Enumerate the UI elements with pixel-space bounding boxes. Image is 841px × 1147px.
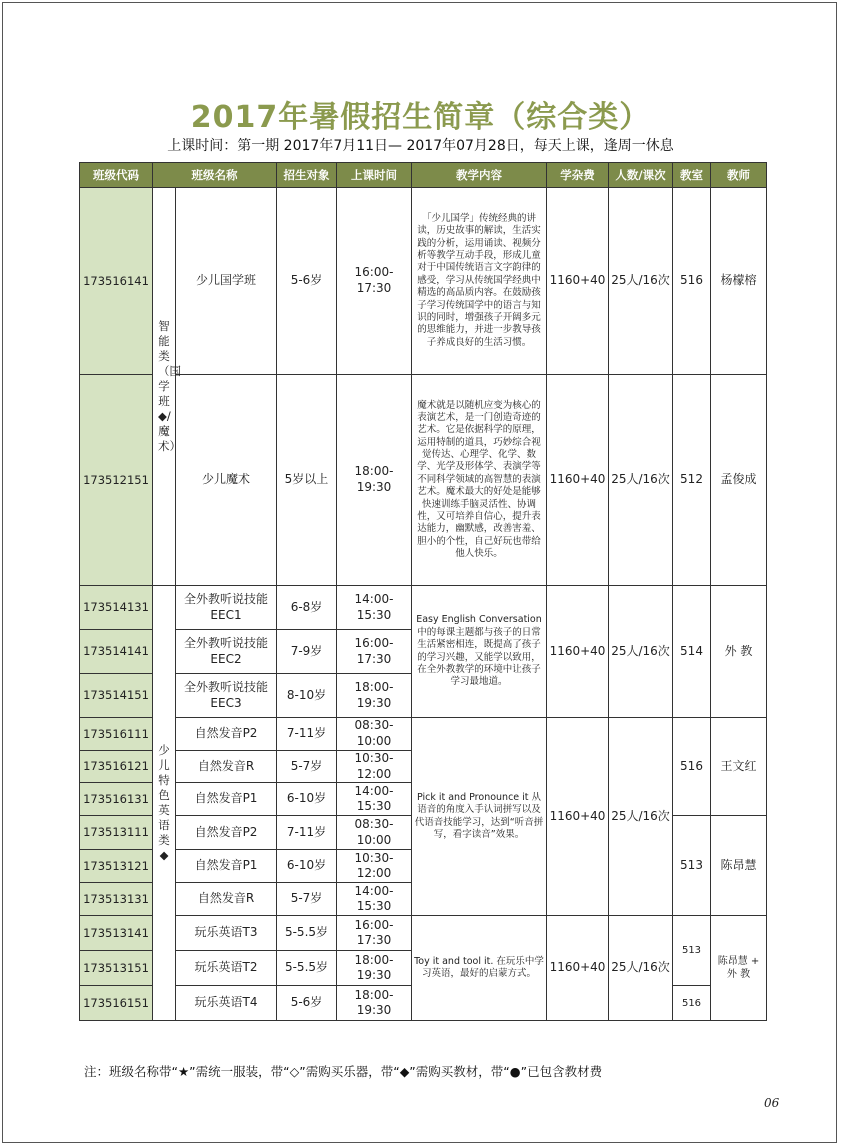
class-age: 6-10岁 [277, 850, 337, 883]
class-code: 173516141 [80, 188, 153, 375]
table-row [80, 586, 767, 630]
enrollment-table [79, 162, 767, 1021]
class-age: 5-7岁 [277, 751, 337, 783]
class-count: 25人/16次 [609, 586, 673, 718]
class-content: 「少儿国学」传统经典的讲读，历史故事的解读，生活实践的分析，运用诵读、视频分析等教学互动手段，形成儿童对于中国传统语言文字韵律的感受，学习从传统国学经典中精选的高品质内容。在鼓励孩子学习传统国学中的语言与知识的同时，增强孩子开阔多元的思维能力，并进一步教导孩子养成良好的生活习惯。 [412, 188, 547, 375]
class-code: 173513151 [80, 951, 153, 986]
header-code: 班级代码 [80, 163, 153, 188]
class-age: 7-9岁 [277, 630, 337, 674]
class-room: 513 [673, 916, 711, 986]
header-room: 教室 [673, 163, 711, 188]
class-count: 25人/16次 [609, 718, 673, 916]
class-age: 5-5.5岁 [277, 916, 337, 951]
class-name: 全外教听说技能EEC3 [176, 674, 277, 718]
class-time: 16:00-17:30 [337, 188, 412, 375]
class-content: Pick it and Pronounce it 从语音的角度入手认词拼写以及代语音技能学习，达到“听音拼写，看字读音”效果。 [412, 718, 547, 916]
category-intelligence: 智能类（国学班◆/魔术） [153, 188, 176, 586]
class-code: 173513141 [80, 916, 153, 951]
class-age: 6-10岁 [277, 783, 337, 816]
class-name: 全外教听说技能EEC1 [176, 586, 277, 630]
class-time: 18:00-19:30 [337, 674, 412, 718]
class-time: 14:00-15:30 [337, 883, 412, 916]
class-name: 少儿国学班 [176, 188, 277, 375]
class-code: 173513111 [80, 816, 153, 850]
class-schedule-subtitle: 上课时间：第一期 2017年7月11日— 2017年07月28日，每天上课，逢周一休息 [167, 138, 674, 154]
class-fee: 1160+40 [547, 718, 609, 916]
class-time: 18:00-19:30 [337, 951, 412, 986]
class-age: 5-6岁 [277, 188, 337, 375]
class-code: 173516151 [80, 986, 153, 1021]
class-name: 自然发音R [176, 883, 277, 916]
class-code: 173516121 [80, 751, 153, 783]
class-time: 08:30-10:00 [337, 816, 412, 850]
class-name: 玩乐英语T2 [176, 951, 277, 986]
class-count: 25人/16次 [609, 375, 673, 586]
class-name: 少儿魔术 [176, 375, 277, 586]
class-code: 173514151 [80, 674, 153, 718]
header-class-name: 班级名称 [153, 163, 277, 188]
table-header-row [80, 163, 767, 188]
class-code: 173516111 [80, 718, 153, 751]
class-code: 173514131 [80, 586, 153, 630]
class-time: 18:00-19:30 [337, 986, 412, 1021]
header-count: 人数/课次 [609, 163, 673, 188]
header-age: 招生对象 [277, 163, 337, 188]
class-room: 516 [673, 188, 711, 375]
category-english: 少儿特色英语类◆ [153, 586, 176, 1021]
class-code: 173516131 [80, 783, 153, 816]
class-count: 25人/16次 [609, 188, 673, 375]
class-time: 18:00-19:30 [337, 375, 412, 586]
class-name: 全外教听说技能EEC2 [176, 630, 277, 674]
class-time: 08:30-10:00 [337, 718, 412, 751]
class-name: 玩乐英语T4 [176, 986, 277, 1021]
class-time: 16:00-17:30 [337, 916, 412, 951]
class-age: 5岁以上 [277, 375, 337, 586]
class-teacher: 陈昂慧 + 外 教 [711, 916, 767, 1021]
table-row [80, 718, 767, 751]
header-fee: 学杂费 [547, 163, 609, 188]
class-code: 173513131 [80, 883, 153, 916]
class-time: 14:00-15:30 [337, 783, 412, 816]
class-teacher: 杨檬榕 [711, 188, 767, 375]
class-name: 自然发音R [176, 751, 277, 783]
page-number: 06 [764, 1096, 780, 1110]
class-teacher: 王文红 [711, 718, 767, 816]
class-fee: 1160+40 [547, 586, 609, 718]
class-room: 514 [673, 586, 711, 718]
table-row [80, 916, 767, 951]
class-content: Easy English Conversation 中的每课主题都与孩子的日常生活紧密相连，既提高了孩子的学习兴趣，又能学以致用，在全外教教学的环境中让孩子学习最地道。 [412, 586, 547, 718]
class-count: 25人/16次 [609, 916, 673, 1021]
class-time: 10:30-12:00 [337, 850, 412, 883]
class-age: 5-6岁 [277, 986, 337, 1021]
class-name: 自然发音P1 [176, 783, 277, 816]
page-title: 2017年暑假招生简章（综合类） [190, 100, 651, 135]
header-content: 教学内容 [412, 163, 547, 188]
class-code: 173514141 [80, 630, 153, 674]
header-time: 上课时间 [337, 163, 412, 188]
class-name: 自然发音P1 [176, 850, 277, 883]
table-row [80, 375, 767, 586]
class-age: 5-5.5岁 [277, 951, 337, 986]
class-time: 10:30-12:00 [337, 751, 412, 783]
class-teacher: 外 教 [711, 586, 767, 718]
class-time: 16:00-17:30 [337, 630, 412, 674]
class-name: 自然发音P2 [176, 718, 277, 751]
class-fee: 1160+40 [547, 916, 609, 1021]
class-code: 173513121 [80, 850, 153, 883]
class-age: 6-8岁 [277, 586, 337, 630]
class-teacher: 孟俊成 [711, 375, 767, 586]
class-room: 516 [673, 718, 711, 816]
class-code: 173512151 [80, 375, 153, 586]
class-age: 5-7岁 [277, 883, 337, 916]
class-fee: 1160+40 [547, 375, 609, 586]
class-name: 玩乐英语T3 [176, 916, 277, 951]
class-content: 魔术就是以随机应变为核心的表演艺术，是一门创造奇迹的艺术。它是依据科学的原理，运用特制的道具，巧妙综合视觉传达、心理学、化学、数学、光学及形体学、表演学等不同科学领域的高智慧的表演艺术。魔术最大的好处是能够快速训练手脑灵活性、协调性，又可培养自信心，提升表达能力，幽默感，改善害羞、胆小的个性，自己好玩也带给他人快乐。 [412, 375, 547, 586]
class-age: 7-11岁 [277, 816, 337, 850]
class-name: 自然发音P2 [176, 816, 277, 850]
class-time: 14:00-15:30 [337, 586, 412, 630]
class-room: 512 [673, 375, 711, 586]
class-content: Toy it and tool it. 在玩乐中学习英语，最好的启蒙方式。 [412, 916, 547, 1021]
footnote: 注：班级名称带“★”需统一服装，带“◇”需购买乐器，带“◆”需购买教材，带“●”已包含教材费 [84, 1064, 603, 1079]
class-room: 516 [673, 986, 711, 1021]
class-room: 513 [673, 816, 711, 916]
table-row [80, 188, 767, 375]
class-teacher: 陈昂慧 [711, 816, 767, 916]
header-teacher: 教师 [711, 163, 767, 188]
class-age: 7-11岁 [277, 718, 337, 751]
class-fee: 1160+40 [547, 188, 609, 375]
class-age: 8-10岁 [277, 674, 337, 718]
